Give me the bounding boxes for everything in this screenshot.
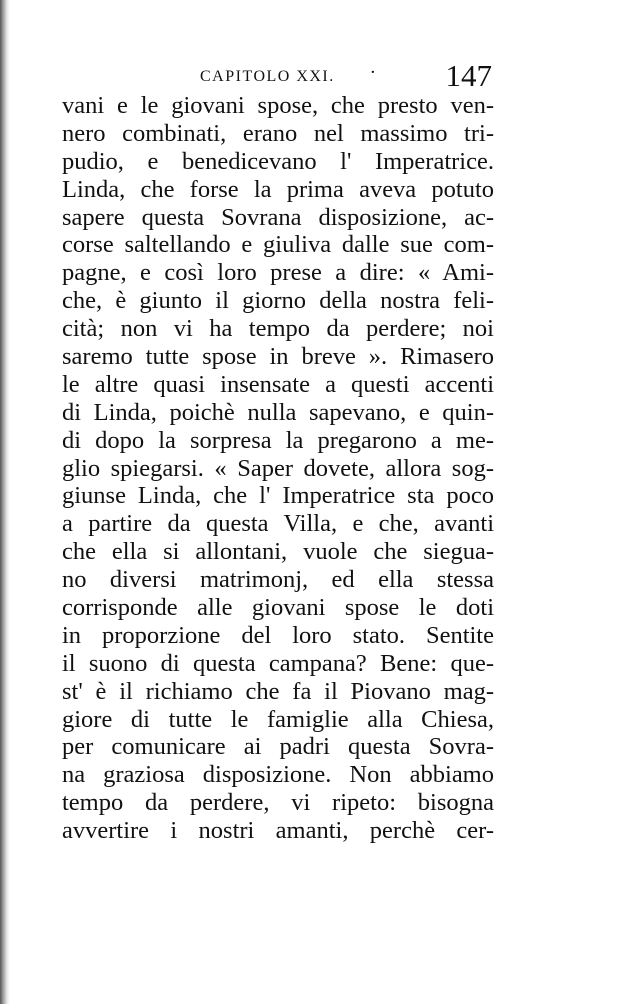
text-line: il suono di questa campana? Bene: que- [62,649,494,677]
text-line: saremo tutte spose in breve ». Rimasero [62,343,494,371]
text-line: no diversi matrimonj, ed ella stessa [62,566,494,594]
text-line: sapere questa Sovrana disposizione, ac- [62,203,494,231]
running-head [200,58,492,93]
text-line: st' è il richiamo che fa il Piovano mag- [62,677,494,705]
text-line: pagne, e così loro prese a dire: « Ami- [62,259,494,287]
text-line: Linda, che forse la prima aveva potuto [62,175,494,203]
text-line: tempo da perdere, vi ripeto: bisogna [62,789,494,817]
text-line: na graziosa disposizione. Non abbiamo [62,761,494,789]
text-line: per comunicare ai padri questa Sovra- [62,733,494,761]
text-line: di dopo la sorpresa la pregarono a me- [62,426,494,454]
text-line: a partire da questa Villa, e che, avanti [62,510,494,538]
text-line: le altre quasi insensate a questi accenti [62,370,494,398]
text-line: corse saltellando e giuliva dalle sue com- [62,231,494,259]
text-line: giore di tutte le famiglie alla Chiesa, [62,705,494,733]
text-line: corrisponde alle giovani spose le doti [62,594,494,622]
text-line: cità; non vi ha tempo da perdere; noi [62,315,494,343]
text-line: pudio, e benedicevano l' Imperatrice. [62,147,494,175]
text-line: di Linda, poichè nulla sapevano, e quin- [62,398,494,426]
header-dot: · [370,62,376,83]
page-edge-shadow [0,0,10,1004]
text-line: avvertire i nostri amanti, perchè cer- [62,817,494,845]
text-line: nero combinati, erano nel massimo tri- [62,119,494,147]
text-line: vani e le giovani spose, che presto ven- [62,92,494,119]
text-line: in proporzione del loro stato. Sentite [62,621,494,649]
text-line: glio spiegarsi. « Saper dovete, allora sog- [62,454,494,482]
body-text [62,92,494,845]
text-line: che, è giunto il giorno della nostra feli- [62,287,494,315]
text-line: che ella si allontani, vuole che siegua- [62,538,494,566]
page-number: 147 [445,58,492,93]
text-line: giunse Linda, che l' Imperatrice sta poco [62,482,494,510]
chapter-heading: CAPITOLO XXI. [200,68,335,85]
